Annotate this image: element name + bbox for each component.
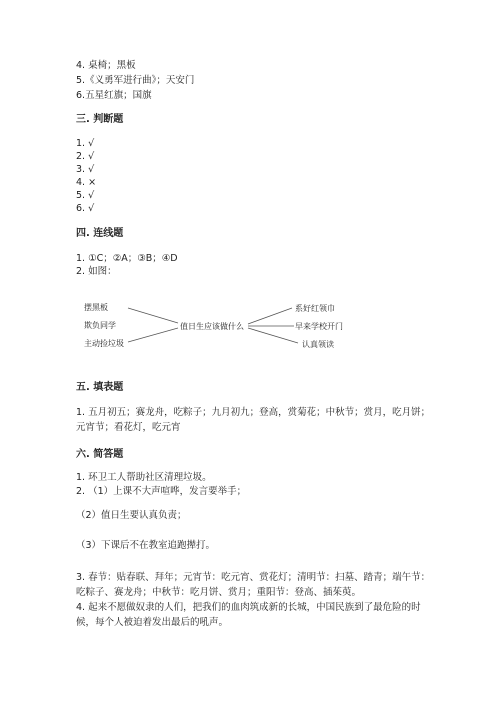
answer-paragraph: 4. 起来不愿做奴隶的人们，把我们的血肉筑成新的长城，中国民族到了最危险的时候，每个人被迫着发出最后的吼声。 (76, 602, 421, 628)
answer-line: 6. √ (76, 203, 95, 214)
diagram-right-item: 早来学校开门 (295, 322, 343, 331)
section-heading-short-answer: 六. 简答题 (76, 449, 124, 460)
diagram-center-item: 值日生应该做什么 (180, 322, 244, 331)
answer-line: 6.五星红旗；国旗 (76, 90, 152, 101)
matching-diagram (70, 296, 370, 356)
answer-line: 1. 环卫工人帮助社区清理垃圾。 (76, 472, 212, 483)
answer-line: 4. × (76, 177, 97, 188)
section-heading-fill-table: 五. 填表题 (76, 382, 124, 393)
connector-line (128, 308, 178, 323)
answer-line: 4. 桌椅；黑板 (76, 60, 136, 71)
answer-line: 5. √ (76, 190, 95, 201)
section-heading-matching: 四. 连线题 (76, 228, 124, 239)
diagram-left-item: 欺负同学 (84, 321, 116, 330)
section-heading-judgement: 三. 判断题 (76, 114, 124, 125)
answer-line: 3. √ (76, 164, 95, 175)
answer-line: 2. √ (76, 151, 95, 162)
answer-paragraph: 1. 五月初五；赛龙舟，吃粽子；九月初九；登高，赏菊花；中秋节；赏月，吃月饼；元宵节；看花灯，吃元宵 (76, 407, 431, 433)
diagram-right-item: 系好红领巾 (295, 304, 335, 313)
answer-line: （3）下课后不在教室追跑撵打。 (76, 540, 216, 551)
connector-line (248, 308, 292, 324)
answer-line: （2）值日生要认真负责； (76, 510, 187, 521)
answer-line: 5.《义勇军进行曲》；天安门 (76, 75, 195, 86)
connector-line (128, 328, 178, 342)
answer-paragraph: 3. 春节：贴春联、拜年；元宵节：吃元宵、赏花灯；清明节：扫墓、踏青；端午节：吃粽子、赛龙舟；中秋节：吃月饼、赏月；重阳节：登高、插茱萸。 (76, 572, 431, 598)
diagram-right-item: 认真领读 (302, 340, 334, 349)
answer-line: 2. 如图： (76, 266, 117, 277)
diagram-left-item: 摆黑板 (84, 303, 108, 312)
diagram-left-item: 主动捡垃圾 (84, 339, 124, 348)
answer-line: 2. （1）上课不大声喧哗，发言要举手； (76, 486, 247, 497)
answer-line: 1. ①C；②A；③B；④D (76, 253, 178, 264)
answer-line: 1. √ (76, 138, 95, 149)
connector-line (248, 328, 298, 343)
